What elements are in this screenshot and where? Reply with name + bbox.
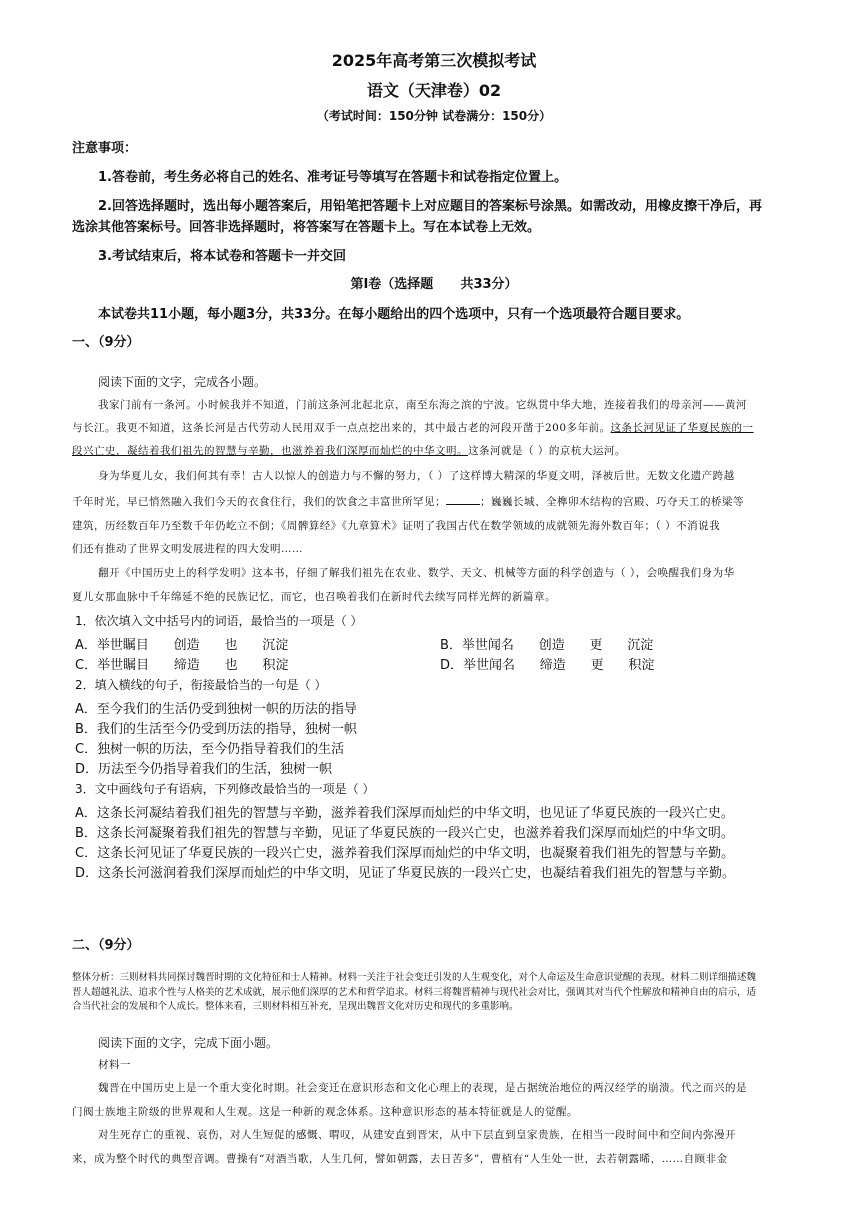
- passage1-p1-line3: 段兴亡史，凝结着我们祖先的智慧与辛勤，也滋养着我们深厚而灿烂的中华文明。这条河就是（ ）的京杭大运河。: [72, 445, 626, 457]
- analysis-line3: 合当代社会的发展和个人成长。整体来看，三则材料相互补充，呈现出魏晋文化对历史和现代的多重影响。: [72, 1001, 519, 1012]
- q2-option-b[interactable]: B．我们的生活至今仍受到历法的指导，独树一帜: [75, 722, 357, 737]
- notice-item-2-line-2: 选涂其他答案标号。回答非选择题时，将答案写在答题卡上。写在本试卷上无效。: [72, 220, 541, 235]
- passage1-p1-line1: 我家门前有一条河。小时候我并不知道，门前这条河北起北京，南至东海之滨的宁波。它纵贯中华大地，连接着我们的母亲河——黄河: [98, 399, 747, 411]
- question-1: 1．依次填入文中括号内的词语，最恰当的一项是（ ）: [75, 614, 363, 628]
- q2-option-d[interactable]: D．历法至今仍指导着我们的生活，独树一帜: [75, 762, 333, 777]
- material1-line2: 门阀士族地主阶级的世界观和人生观。这是一种新的观念体系。这种意识形态的基本特征就是人的觉醒。: [72, 1106, 578, 1118]
- underlined-sentence-part2: 段兴亡史，凝结着我们祖先的智慧与辛勤，也滋养着我们深厚而灿烂的中华文明。: [72, 445, 468, 457]
- q3-option-b[interactable]: B．这条长河凝聚着我们祖先的智慧与辛勤，见证了华夏民族的一段兴亡史，也滋养着我们深厚而灿烂的中华文明。: [75, 826, 734, 841]
- q3-option-c[interactable]: C．这条长河见证了华夏民族的一段兴亡史，滋养着我们深厚而灿烂的中华文明，也凝聚着我们祖先的智慧与辛勤。: [75, 846, 735, 861]
- q3-option-a[interactable]: A．这条长河凝结着我们祖先的智慧与辛勤，滋养着我们深厚而灿烂的中华文明，也见证了华夏民族的一段兴亡史。: [75, 806, 734, 821]
- q2-option-c[interactable]: C．独树一帜的历法，至今仍指导着我们的生活: [75, 742, 345, 757]
- underlined-sentence-part1: 这条长河见证了华夏民族的一: [610, 422, 754, 434]
- passage1-p2-line2: 千年时光，早已悄然融入我们今天的衣食住行，我们的饮食之丰富世所罕见； ；巍巍长城、全榫卯木结构的宫殿、巧夺天工的桥梁等: [72, 496, 744, 508]
- q1-option-c[interactable]: C．举世瞩目 缔造 也 积淀: [75, 658, 289, 673]
- section2-label: 二、（9分）: [72, 938, 140, 953]
- notice-item-1: 1.答卷前，考生务必将自己的姓名、准考证号等填写在答题卡和试卷指定位置上。: [98, 170, 567, 185]
- passage1-p1-line2: 与长江。我更不知道，这条长河是古代劳动人民用双手一点点挖出来的，其中最古老的河段开凿于200多年前。这条长河见证了华夏民族的一: [72, 422, 754, 434]
- q2-option-a[interactable]: A．至今我们的生活仍受到独树一帜的历法的指导: [75, 702, 357, 717]
- q1-option-b[interactable]: B．举世闻名 创造 更 沉淀: [440, 638, 654, 653]
- passage1-p2-line3: 建筑，历经数百年乃至数千年仍屹立不倒；《周髀算经》《九章算术》证明了我国古代在数学领域的成就领先海外数百年；（ ）不消说我: [72, 520, 721, 532]
- notice-item-2-line-1: 2.回答选择题时，选出每小题答案后，用铅笔把答题卡上对应题目的答案标号涂黑。如需改动，用橡皮擦干净后，再: [98, 199, 762, 214]
- passage1-p3-line2: 夏儿女那血脉中千年绵延不绝的民族记忆，而它，也召唤着我们在新时代去续写同样光辉的新篇章。: [72, 591, 556, 603]
- analysis-line2: 晋人超越礼法、追求个性与人格美的艺术成就，展示他们深厚的艺术和哲学追求。材料三将魏晋精神与现代社会对比，强调其对当代个性解放和精神自由的启示，适: [72, 987, 757, 998]
- section2-intro: 阅读下面的文字，完成下面小题。: [98, 1036, 279, 1050]
- part1-heading: 第Ⅰ卷（选择题 共33分）: [350, 277, 518, 292]
- notice-heading: 注意事项：: [72, 141, 138, 156]
- analysis-line1: 整体分析：三则材料共同探讨魏晋时期的文化特征和士人精神。材料一关注于社会变迁引发的人生观变化，对个人命运及生命意识觉醒的表现。材料二则详细描述魏: [72, 972, 757, 983]
- material1-line4: 来，成为整个时代的典型音调。曹操有“对酒当歌，人生几何，譬如朝露，去日苦多”，曹植有“人生处一世，去若朝露晞，……自顾非金: [72, 1153, 728, 1165]
- notice-item-3: 3.考试结束后，将本试卷和答题卡一并交回: [98, 249, 346, 264]
- question-2: 2．填入横线的句子，衔接最恰当的一句是（ ）: [75, 678, 327, 692]
- section1-intro: 阅读下面的文字，完成各小题。: [98, 375, 267, 389]
- material1-line3: 对生死存亡的重视、哀伤，对人生短促的感慨、喟叹，从建安直到晋宋，从中下层直到皇家贵族，在相当一段时间中和空间内弥漫开: [98, 1129, 736, 1141]
- material1-line1: 魏晋在中国历史上是一个重大变化时期。社会变迁在意识形态和文化心理上的表现，是占据统治地位的两汉经学的崩溃。代之而兴的是: [98, 1082, 747, 1094]
- exam-title: 2025年高考第三次模拟考试: [331, 51, 537, 70]
- part1-description: 本试卷共11小题，每小题3分，共33分。在每小题给出的四个选项中，只有一个选项最符合题目要求。: [98, 307, 690, 322]
- q1-option-a[interactable]: A．举世瞩目 创造 也 沉淀: [75, 638, 289, 653]
- section1-label: 一、（9分）: [72, 335, 140, 350]
- material1-label: 材料一: [98, 1059, 131, 1071]
- q3-option-d[interactable]: D．这条长河滋润着我们深厚而灿烂的中华文明，见证了华夏民族的一段兴亡史，也凝结着我们祖先的智慧与辛勤。: [75, 866, 736, 881]
- passage1-p2-line1: 身为华夏儿女，我们何其有幸！古人以惊人的创造力与不懈的努力，（ ）了这样博大精深的华夏文明，泽被后世。无数文化遗产跨越: [98, 470, 735, 482]
- passage1-p2-line4: 们还有推动了世界文明发展进程的四大发明……: [72, 543, 303, 555]
- fill-blank-line: [446, 494, 480, 505]
- passage1-p3-line1: 翻开《中国历史上的科学发明》这本书，仔细了解我们祖先在农业、数学、天文、机械等方面的科学创造与（ ），会唤醒我们身为华: [98, 567, 735, 579]
- question-3: 3．文中画线句子有语病，下列修改最恰当的一项是（ ）: [75, 782, 375, 796]
- q1-option-d[interactable]: D．举世闻名 缔造 更 积淀: [440, 658, 655, 673]
- exam-subtitle: 语文（天津卷）02: [366, 81, 502, 100]
- exam-info: （考试时间：150分钟 试卷满分：150分）: [316, 109, 552, 123]
